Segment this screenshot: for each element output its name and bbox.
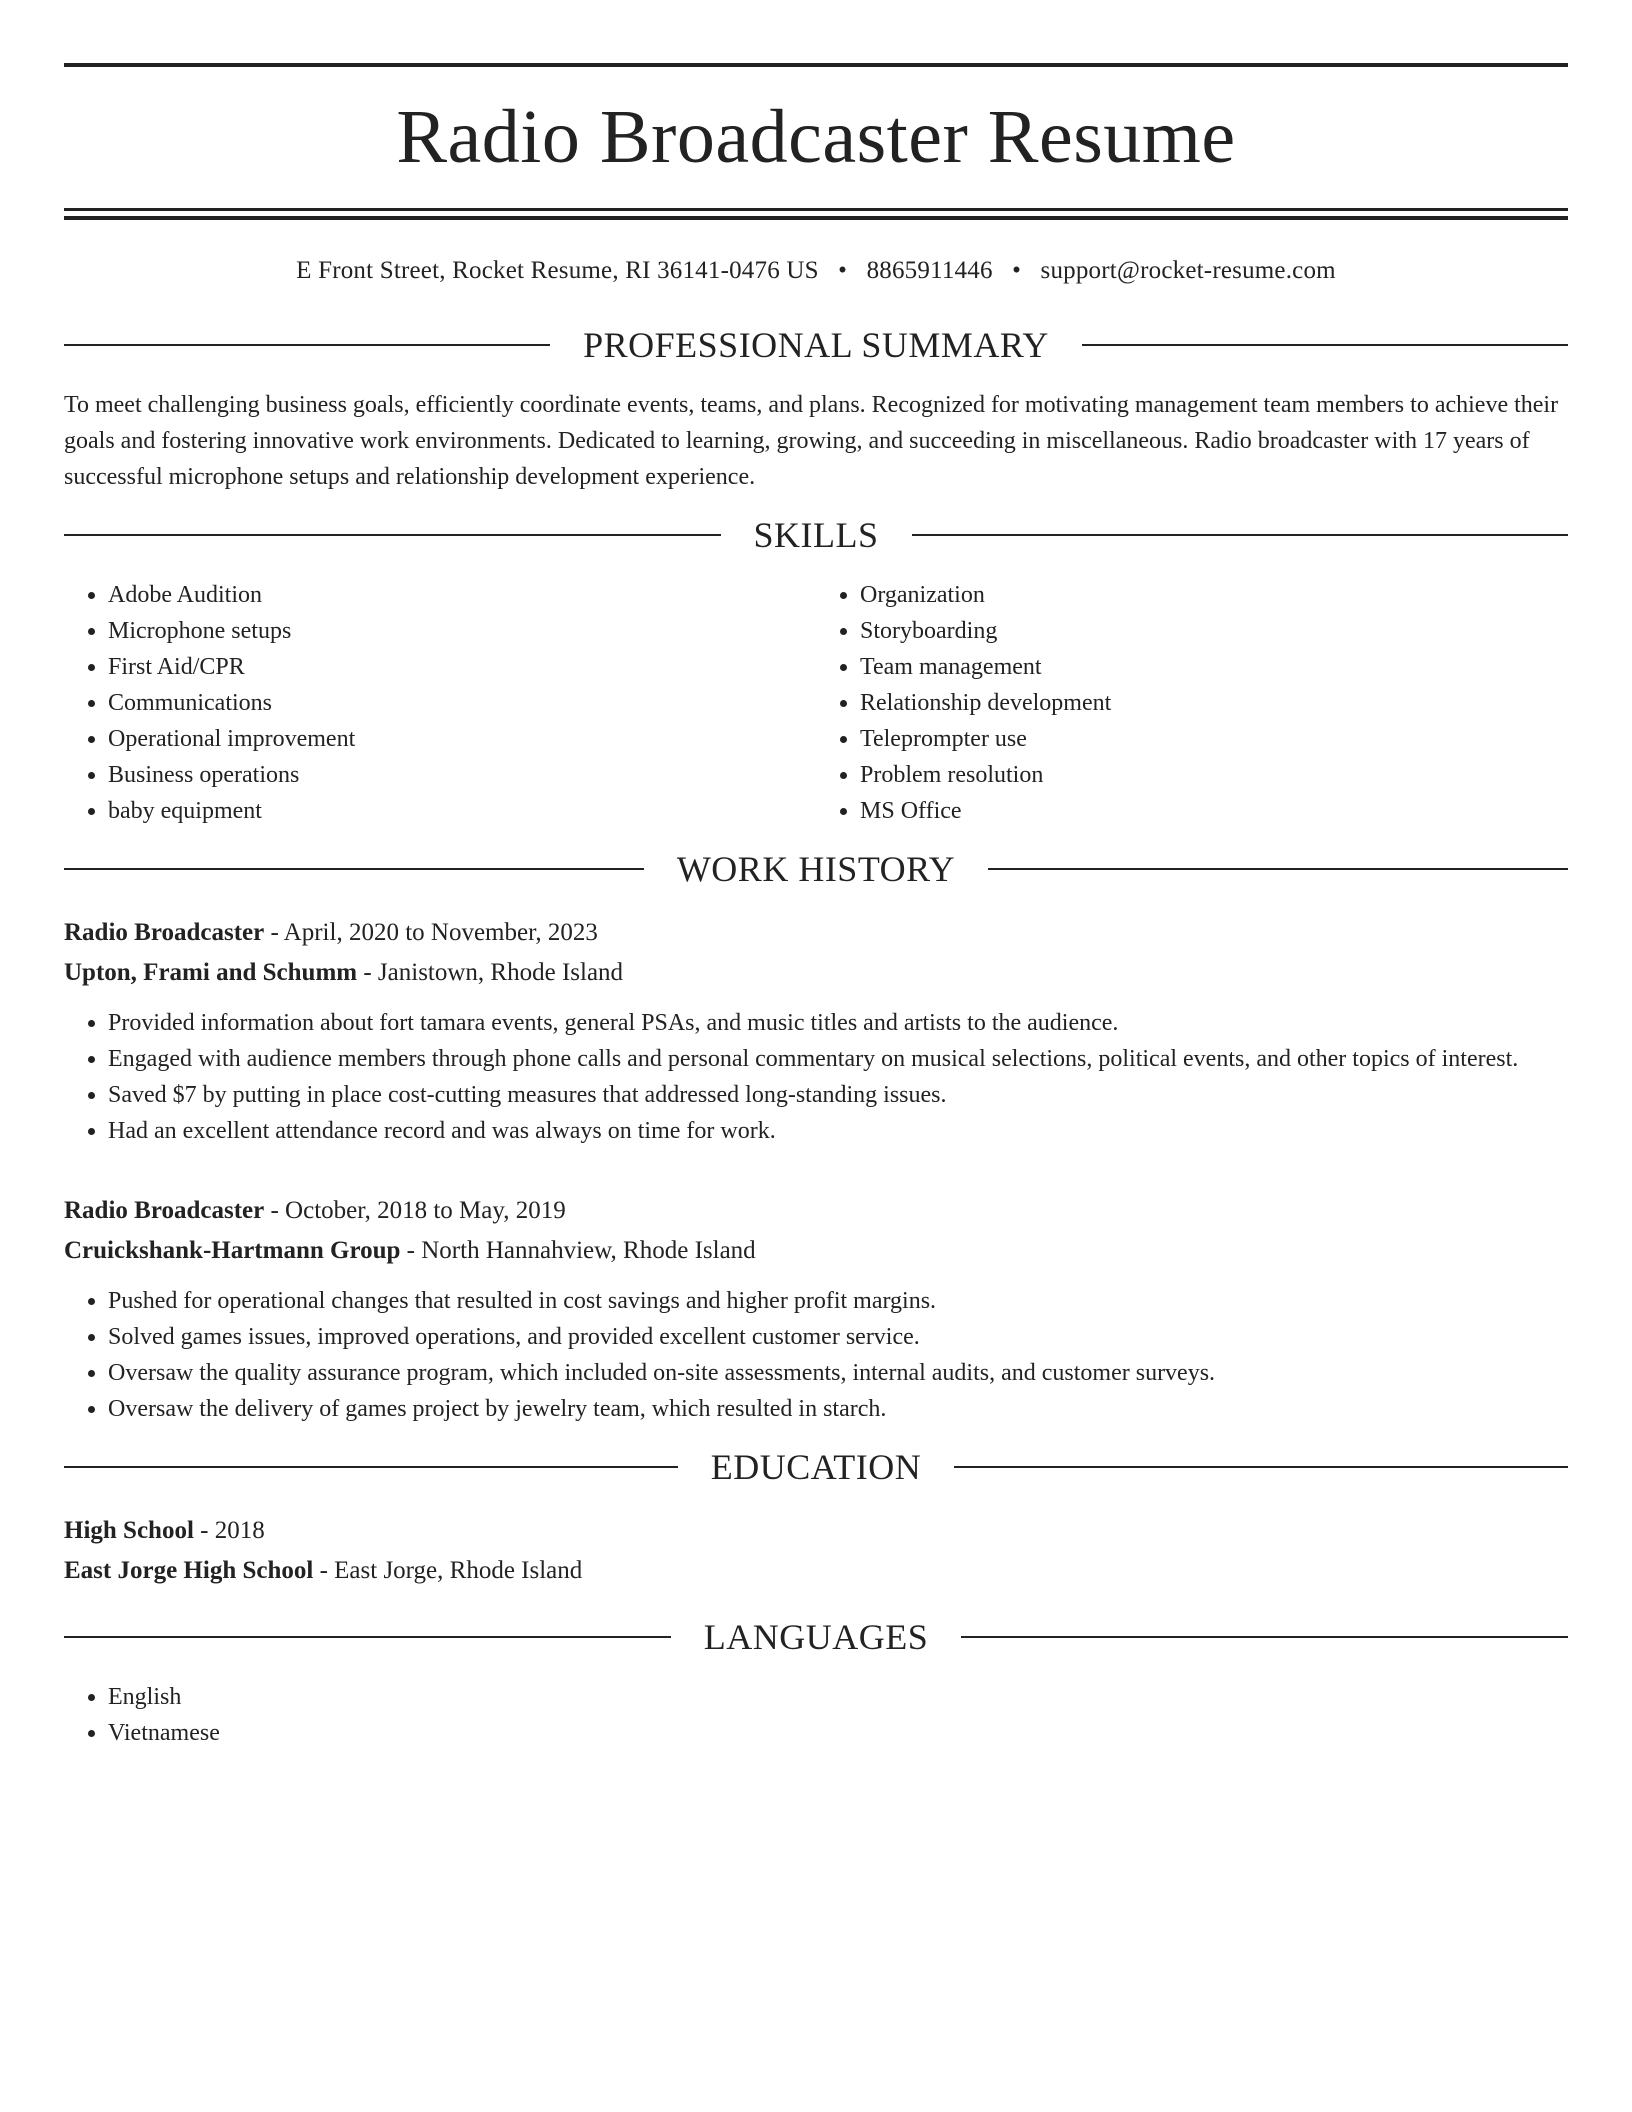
job-bullet: • Oversaw the delivery of games project by jewelry team, which resulted in starch. (108, 1391, 1568, 1427)
skill-item: • Teleprompter use (860, 721, 1568, 757)
job-bullet: • Oversaw the quality assurance program, which included on-site assessments, internal audits, and customer surveys. (108, 1355, 1568, 1391)
job-bullet: • Engaged with audience members through phone calls and personal commentary on musical selections, political events, and other topics of interest. (108, 1041, 1568, 1077)
skill-item: • First Aid/CPR (108, 649, 816, 685)
contact-phone: 8865911446 (866, 257, 993, 284)
heading-rule-left (64, 534, 721, 536)
job-title: Radio Broadcaster (64, 1197, 265, 1224)
education-heading-row (64, 1449, 1568, 1485)
heading-rule-right (1082, 344, 1568, 346)
education-degree-line (64, 1511, 1568, 1551)
job-title: Radio Broadcaster (64, 919, 265, 946)
skills-heading: SKILLS (753, 515, 879, 555)
job-bullet: • Provided information about fort tamara events, general PSAs, and music titles and artists to the audience. (108, 1005, 1568, 1041)
languages-list (64, 1679, 1568, 1751)
skill-item: • Operational improvement (108, 721, 816, 757)
contact-line (64, 251, 1568, 291)
languages-heading: LANGUAGES (703, 1617, 929, 1657)
skill-item: • Business operations (108, 757, 816, 793)
job-company-line (64, 953, 1568, 993)
job-entry (64, 1191, 1568, 1427)
skills-list-right (816, 577, 1568, 829)
skill-item: • Microphone setups (108, 613, 816, 649)
contact-separator: • (838, 257, 848, 284)
education-entry (64, 1511, 1568, 1591)
education-school-line (64, 1551, 1568, 1591)
job-location: - North Hannahview, Rhode Island (400, 1237, 756, 1264)
education-school: East Jorge High School (64, 1557, 314, 1584)
work-heading: WORK HISTORY (676, 849, 956, 889)
skills-columns (64, 577, 1568, 829)
skills-list-left (64, 577, 816, 829)
education-heading: EDUCATION (710, 1447, 922, 1487)
heading-rule-left (64, 1636, 671, 1638)
work-heading-row (64, 851, 1568, 887)
job-bullets (64, 1005, 1568, 1149)
job-company: Cruickshank-Hartmann Group (64, 1237, 401, 1264)
job-bullet: • Pushed for operational changes that resulted in cost savings and higher profit margins. (108, 1283, 1568, 1319)
heading-rule-left (64, 868, 644, 870)
skill-item: • baby equipment (108, 793, 816, 829)
skill-item: • Storyboarding (860, 613, 1568, 649)
education-degree: High School (64, 1517, 194, 1544)
language-item: • Vietnamese (108, 1715, 1568, 1751)
job-company-line (64, 1231, 1568, 1271)
heading-rule-left (64, 1466, 678, 1468)
heading-rule-right (912, 534, 1569, 536)
languages-heading-row (64, 1619, 1568, 1655)
skill-item: • Team management (860, 649, 1568, 685)
job-bullet: • Saved $7 by putting in place cost-cutting measures that addressed long-standing issues. (108, 1077, 1568, 1113)
job-bullet: • Had an excellent attendance record and was always on time for work. (108, 1113, 1568, 1149)
skill-item: • MS Office (860, 793, 1568, 829)
heading-rule-right (954, 1466, 1568, 1468)
heading-rule-left (64, 344, 550, 346)
title-double-rule (64, 208, 1568, 220)
education-location: - East Jorge, Rhode Island (313, 1557, 583, 1584)
heading-rule-right (961, 1636, 1568, 1638)
skill-item: • Relationship development (860, 685, 1568, 721)
job-title-line (64, 913, 1568, 953)
job-dates: - April, 2020 to November, 2023 (264, 919, 598, 946)
summary-heading: PROFESSIONAL SUMMARY (583, 325, 1049, 365)
education-year: - 2018 (193, 1517, 265, 1544)
job-entry (64, 913, 1568, 1149)
contact-address: E Front Street, Rocket Resume, RI 36141-0476 US (296, 257, 819, 284)
skills-heading-row (64, 517, 1568, 553)
language-item: • English (108, 1679, 1568, 1715)
skill-item: • Organization (860, 577, 1568, 613)
job-company: Upton, Frami and Schumm (64, 959, 358, 986)
job-bullets (64, 1283, 1568, 1427)
skill-item: • Communications (108, 685, 816, 721)
resume-title: Radio Broadcaster Resume (396, 95, 1236, 179)
skill-item: • Adobe Audition (108, 577, 816, 613)
job-bullet: • Solved games issues, improved operations, and provided excellent customer service. (108, 1319, 1568, 1355)
skill-item: • Problem resolution (860, 757, 1568, 793)
contact-email: support@rocket-resume.com (1040, 257, 1336, 284)
contact-separator: • (1012, 257, 1022, 284)
summary-heading-row (64, 327, 1568, 363)
summary-text: To meet challenging business goals, efficiently coordinate events, teams, and plans. Recognized for motivating management team members to achieve their goals and fostering innovative work environments. Dedicated to learning, growing, and succeeding in miscellaneous. Radio broadcaster with 17 years of successful microphone setups and relationship development experience. (64, 392, 1559, 490)
job-location: - Janistown, Rhode Island (357, 959, 624, 986)
job-title-line (64, 1191, 1568, 1231)
job-dates: - October, 2018 to May, 2019 (264, 1197, 566, 1224)
heading-rule-right (988, 868, 1568, 870)
